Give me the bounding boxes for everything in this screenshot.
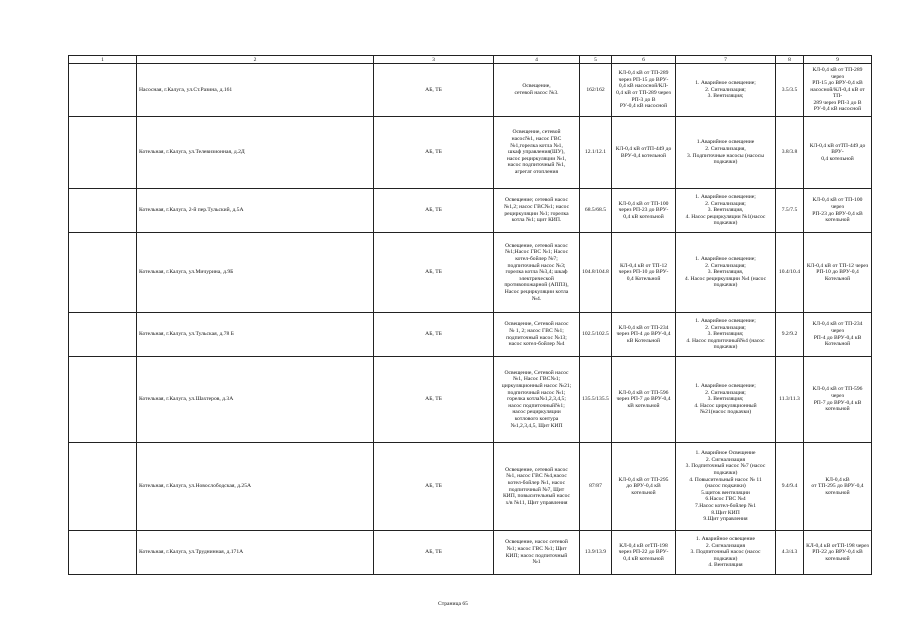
cell-text: Котельная, г.Калуга, ул.Телевизионная, д.2Д (139, 149, 245, 156)
cell-col-7 (676, 189, 776, 233)
cell-col-8 (776, 357, 804, 443)
cell-col-6 (612, 531, 676, 575)
cell-text: КЛ-0,4 кВ от ТП-596 через РП-7 до ВРУ-0,4 кВ котельной (812, 386, 863, 413)
cell-col-5 (580, 531, 612, 575)
cell-col-8 (776, 443, 804, 531)
cell-col-9 (804, 64, 872, 117)
cell-text: КЛ-0,4 кВ отТП-449 до ВРУ-0,4 котельной (615, 145, 672, 159)
cell-col-2 (137, 443, 374, 531)
cell-text: Освещение, Сетевой насос № 1, 2; насос ГВС №1; подпиточный насос №13; насос котел-бойлер №4 (504, 321, 569, 348)
column-number: 2 (137, 56, 374, 64)
cell-text: Освещение, Сетевой насос №1, Насос ГВС№1; циркуляционный насос №21; подпиточный насос №1; горелка котла№1,2,3,4,5; насос подпиточный№1; насос рециркуляции котлового контура №1,2,3,4,5, Щит КИП (501, 369, 572, 429)
cell-col-4 (494, 531, 580, 575)
cell-col-8 (776, 117, 804, 189)
cell-text: КЛ-0,4 кВ отТП-198 через РП-22 до ВРУ-0,4 кВ котельной (806, 542, 869, 562)
table-body (69, 56, 872, 575)
cell-text: 162/162 (586, 86, 605, 93)
cell-text: 10.4/10.4 (778, 269, 801, 276)
cell-col-3 (374, 313, 494, 357)
cell-text: КЛ-0,4 кВ от ТП-12 через РП-10 до ВРУ- 0,4 Котельной (618, 262, 669, 282)
cell-col-4 (494, 443, 580, 531)
cell-text: Освещение; сетевой насос №1,2; насос ГВС№1; насос рециркуляции №1; горелка котла №1; щит КИП. (503, 197, 570, 224)
cell-col-2 (137, 233, 374, 313)
cell-col-7 (676, 531, 776, 575)
table-row (69, 64, 872, 117)
cell-text: АБ, ТБ (425, 207, 442, 214)
column-number: 8 (776, 56, 804, 64)
cell-col-6 (612, 64, 676, 117)
cell-text: Котельная, г.Калуга, ул.Мичурина, д.9Б (139, 269, 234, 276)
cell-text: АБ, ТБ (425, 331, 442, 338)
cell-col-7 (676, 233, 776, 313)
cell-text: КЛ-0,4 кВ отТП-449 до ВРУ- 0,4 котельной (809, 142, 866, 162)
cell-text: 1. Аварийное освещение; 2. Сигнализация; 3. Вентиляция; (695, 80, 756, 100)
cell-col-3 (374, 531, 494, 575)
column-number: 4 (494, 56, 580, 64)
table-row (69, 443, 872, 531)
cell-text: 9.4/9.4 (781, 483, 798, 490)
cell-text: 1. Аварийное освещение; 2. Сигнализация; 3. Вентиляция, 4. Насос рециркуляции №1(насос подкачки) (685, 194, 766, 227)
table-row (69, 233, 872, 313)
cell-text: КЛ-0,4 кВ от ТП-295 до ВРУ-0,4 кВ котельной (618, 476, 669, 496)
cell-text: Котельная, г.Калуга, ул.Шахтеров, д.3А (139, 396, 234, 403)
cell-col-4 (494, 233, 580, 313)
cell-text: 1. Аварийное освещение; 2. Сигнализация; 3. Вентиляция; 4. Насос циркуляционный №21(насос подкачки) (694, 383, 757, 416)
cell-col-9 (804, 443, 872, 531)
cell-col-6 (612, 313, 676, 357)
cell-text: КЛ-0,4 кВ от ТП-234 через РП-4 до ВРУ-0,4 кВ Котельной (616, 324, 671, 344)
cell-col-7 (676, 64, 776, 117)
cell-col-9 (804, 531, 872, 575)
cell-col-6 (612, 233, 676, 313)
cell-text: 87/87 (589, 483, 602, 490)
cell-col-9 (804, 189, 872, 233)
cell-col-9 (804, 233, 872, 313)
cell-col-1 (69, 233, 137, 313)
table-row (69, 531, 872, 575)
cell-col-9 (804, 117, 872, 189)
cell-col-8 (776, 313, 804, 357)
column-number: 9 (804, 56, 872, 64)
column-number: 1 (69, 56, 137, 64)
cell-text: 12.1/12.1 (584, 149, 607, 156)
cell-col-6 (612, 357, 676, 443)
cell-col-4 (494, 313, 580, 357)
cell-col-3 (374, 117, 494, 189)
cell-col-7 (676, 443, 776, 531)
cell-col-5 (580, 117, 612, 189)
cell-text: 1. Аварийное Освещение 2. Сигнализация 3. Подпиточный насос №7 (насос подкачки) 4. Повысительный насос № 11 (насос подкачки) 5.щиток вентиляции 6.Насос ГВС №4 7.Насос котел-бойлер №1 8.Щит КИП 9.Щит управления (685, 450, 766, 523)
cell-col-2 (137, 313, 374, 357)
cell-text: 104.8/104.8 (582, 269, 609, 276)
cell-col-1 (69, 117, 137, 189)
cell-col-6 (612, 117, 676, 189)
cell-col-7 (676, 117, 776, 189)
table-row (69, 357, 872, 443)
cell-text: 4.3/4.3 (781, 549, 798, 556)
cell-col-1 (69, 357, 137, 443)
cell-text: Освещение, сетевой насос№1, насос ГВС №1,горелка котла №1, шкаф управления(ШУ), насос рециркуляции №1, насос подпиточный №1, агрегат отопления (506, 129, 567, 175)
cell-col-5 (580, 313, 612, 357)
cell-text: 9.2/9.2 (781, 331, 798, 338)
cell-text: Котельная, г.Калуга, ул.Тульская, д.78 Б (139, 331, 234, 338)
table-row (69, 117, 872, 189)
cell-col-7 (676, 357, 776, 443)
cell-col-9 (804, 357, 872, 443)
cell-text: 1. Аварийное освещение; 2. Сигнализация; 3. Вентиляция, 4. Насос рециркуляции №4 (насос подкачки) (684, 256, 767, 289)
cell-text: 13.9/13.9 (584, 549, 607, 556)
cell-text: 135.5/135.5 (582, 396, 609, 403)
cell-text: КЛ-0,4 кВ отТП-198 через РП-22 до ВРУ- 0,4 кВ котельной (618, 542, 669, 562)
cell-col-8 (776, 189, 804, 233)
cell-col-1 (69, 443, 137, 531)
cell-text: Котельная, г.Калуга, ул.Труднинная, д.171А (139, 549, 244, 556)
cell-text: 68.5/68.5 (584, 207, 607, 214)
cell-text: АБ, ТБ (425, 549, 442, 556)
cell-col-2 (137, 64, 374, 117)
cell-text: 3.8/3.8 (781, 149, 798, 156)
cell-col-5 (580, 233, 612, 313)
cell-col-3 (374, 233, 494, 313)
column-number-row (69, 56, 872, 64)
cell-text: КЛ-0,4 кВ от ТП-234 через РП-4 до ВРУ-0,4 кВ Котельной (812, 321, 863, 348)
cell-text: АБ, ТБ (425, 86, 442, 93)
cell-text: Освещение, сетевой насос №1;Насос ГВС №1; Насос котел-бойлер №7; подпиточный насос №3; горелка котла №3,4; шкаф электрической противопожарной (АППЗ), Насос рециркуляции котла №4. (504, 242, 569, 302)
data-table (68, 55, 872, 575)
cell-col-8 (776, 233, 804, 313)
cell-text: Насосная, г.Калуга, ул.Ст.Разина, д.161 (139, 86, 233, 93)
cell-text: КЛ-0,4 кВ от ТП-289 через РП-15 до ВРУ- 0,4 кВ насосной/КЛ- 0,4 кВ от ТП-289 через РП-3 до В РУ-0,4 кВ насосной (616, 70, 671, 110)
cell-text: КЛ-0,4 кВ от ТП-100 через РП-23 до ВРУ- 0,4 кВ котельной (618, 200, 669, 220)
cell-text: АБ, ТБ (425, 396, 442, 403)
cell-text: КЛ-0,4 кВ от ТП-596 через РП-7 до ВРУ-0,4 кВ котельной (616, 389, 671, 409)
cell-col-6 (612, 189, 676, 233)
cell-col-2 (137, 117, 374, 189)
cell-text: Котельная, г.Калуга, 2-й пер.Тульский, д.5А (139, 207, 244, 214)
cell-text: 102.5/102.5 (582, 331, 609, 338)
cell-col-4 (494, 189, 580, 233)
cell-text: АБ, ТБ (425, 483, 442, 490)
cell-col-4 (494, 357, 580, 443)
cell-text: КЛ-0,4 кВ от ТП-295 до ВРУ-0,4 котельной (811, 476, 864, 496)
cell-col-2 (137, 531, 374, 575)
cell-text: 11.3/11.3 (779, 396, 800, 403)
cell-col-8 (776, 531, 804, 575)
cell-col-5 (580, 64, 612, 117)
cell-col-7 (676, 313, 776, 357)
table-row (69, 189, 872, 233)
cell-text: 7.5/7.5 (781, 207, 798, 214)
column-number: 5 (580, 56, 612, 64)
cell-text: Освещение, насос сетевой №1; насос ГВС №1; Щит КИП; насос подпиточный №1 (505, 539, 568, 566)
cell-col-4 (494, 64, 580, 117)
cell-col-2 (137, 189, 374, 233)
table-row (69, 313, 872, 357)
cell-col-3 (374, 357, 494, 443)
cell-col-1 (69, 531, 137, 575)
cell-col-3 (374, 64, 494, 117)
cell-text: КЛ-0,4 кВ от ТП-289 через РП-15 до ВРУ-0,4 кВ насосной/КЛ-0,4 кВ от ТП- 289 через РП-3 до В РУ-0,4 кВ насосной (810, 66, 865, 113)
cell-text: Котельная, г.Калуга, ул.Новослободская, д.25А (139, 483, 252, 490)
cell-col-1 (69, 313, 137, 357)
cell-col-2 (137, 357, 374, 443)
cell-col-9 (804, 313, 872, 357)
cell-text: Освещение, сетевой насос №3. (514, 83, 559, 96)
cell-text: 3.5/3.5 (781, 86, 798, 93)
cell-text: КЛ-0,4 кВ от ТП-100 через РП-23 до ВРУ-0,4 кВ котельной (812, 197, 863, 224)
cell-text: КЛ-0,4 кВ от ТП-12 через РП-10 до ВРУ-0,4 Котельной (806, 262, 869, 282)
column-number: 3 (374, 56, 494, 64)
cell-col-5 (580, 443, 612, 531)
page-number: Страница 65 (438, 601, 468, 607)
cell-col-5 (580, 357, 612, 443)
cell-text: 1. Аварийное освещение; 2. Сигнализация; 3. Вентиляция; 4. Насос подпиточный№4 (насос подкачки) (686, 318, 765, 351)
cell-text: АБ, ТБ (425, 149, 442, 156)
cell-text: АБ, ТБ (425, 269, 442, 276)
cell-col-6 (612, 443, 676, 531)
cell-text: Освещение, сетевой насос №1, насос ГВС №4,насос котел-бойлер №1, насос подпиточный №7, Щит КИП, повысительный насос х/в №11, Щит управления (502, 466, 571, 506)
column-number: 7 (676, 56, 776, 64)
cell-col-8 (776, 64, 804, 117)
cell-col-4 (494, 117, 580, 189)
cell-text: 1.Аварийное освещение 2. Сигнализация, 3. Подпиточные насосы (насосы подкачки) (686, 139, 765, 166)
cell-col-3 (374, 443, 494, 531)
cell-text: 1. Аварийное освещение 2. Сигнализация 3. Подпиточный насос (насос подкачки) 4. Вентиляция (690, 536, 761, 569)
column-number: 6 (612, 56, 676, 64)
cell-col-3 (374, 189, 494, 233)
cell-col-1 (69, 64, 137, 117)
cell-col-5 (580, 189, 612, 233)
cell-col-1 (69, 189, 137, 233)
